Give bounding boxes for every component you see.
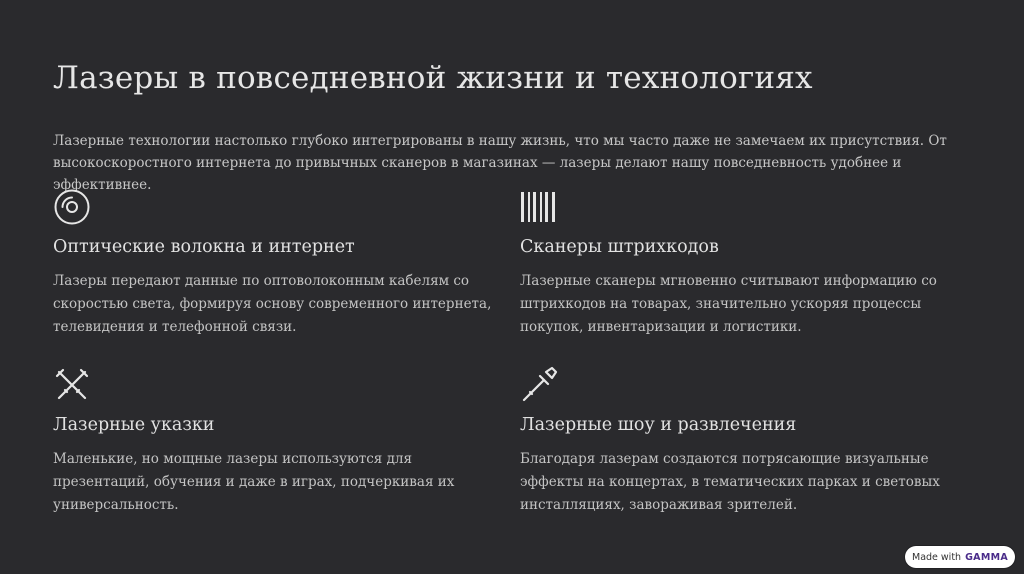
card-heading: Сканеры штрихкодов	[520, 237, 719, 257]
card-text: Лазеры передают данные по оптоволоконным кабелям со скоростью света, формируя основу современного интернета, телевидения и телефонной связи.	[53, 273, 492, 335]
wand-icon	[520, 366, 558, 404]
card-heading: Оптические волокна и интернет	[53, 237, 355, 257]
intro-paragraph: Лазерные технологии настолько глубоко интегрированы в нашу жизнь, что мы часто даже не замечаем их присутствия. От высокоскоростного интернета до привычных сканеров в магазинах — лазеры делают нашу повседневность удобнее и эффективнее.	[53, 133, 947, 193]
disc-icon	[53, 188, 91, 226]
slide-title: Лазеры в повседневной жизни и технологиях	[53, 60, 813, 96]
card-laser-pointers	[53, 366, 503, 517]
card-fiber-internet	[53, 188, 503, 339]
gamma-logo: GAMMA	[965, 551, 1008, 563]
card-laser-shows	[520, 366, 970, 517]
card-text: Маленькие, но мощные лазеры используются для презентаций, обучения и даже в играх, подчеркивая их универсальность.	[53, 451, 455, 513]
card-heading: Лазерные указки	[53, 415, 215, 435]
badge-prefix: Made with	[912, 551, 962, 563]
card-barcode-scanners	[520, 188, 970, 339]
crossed-tools-icon	[53, 366, 91, 404]
card-heading: Лазерные шоу и развлечения	[520, 415, 797, 435]
card-text: Благодаря лазерам создаются потрясающие визуальные эффекты на концертах, в тематических парках и световых инсталляциях, завораживая зрителей.	[520, 451, 940, 513]
card-text: Лазерные сканеры мгновенно считывают информацию со штрихкодов на товарах, значительно ускоряя процессы покупок, инвентаризации и логистики.	[520, 273, 937, 335]
made-with-gamma-badge[interactable]	[905, 546, 1015, 568]
barcode-icon	[520, 188, 558, 226]
